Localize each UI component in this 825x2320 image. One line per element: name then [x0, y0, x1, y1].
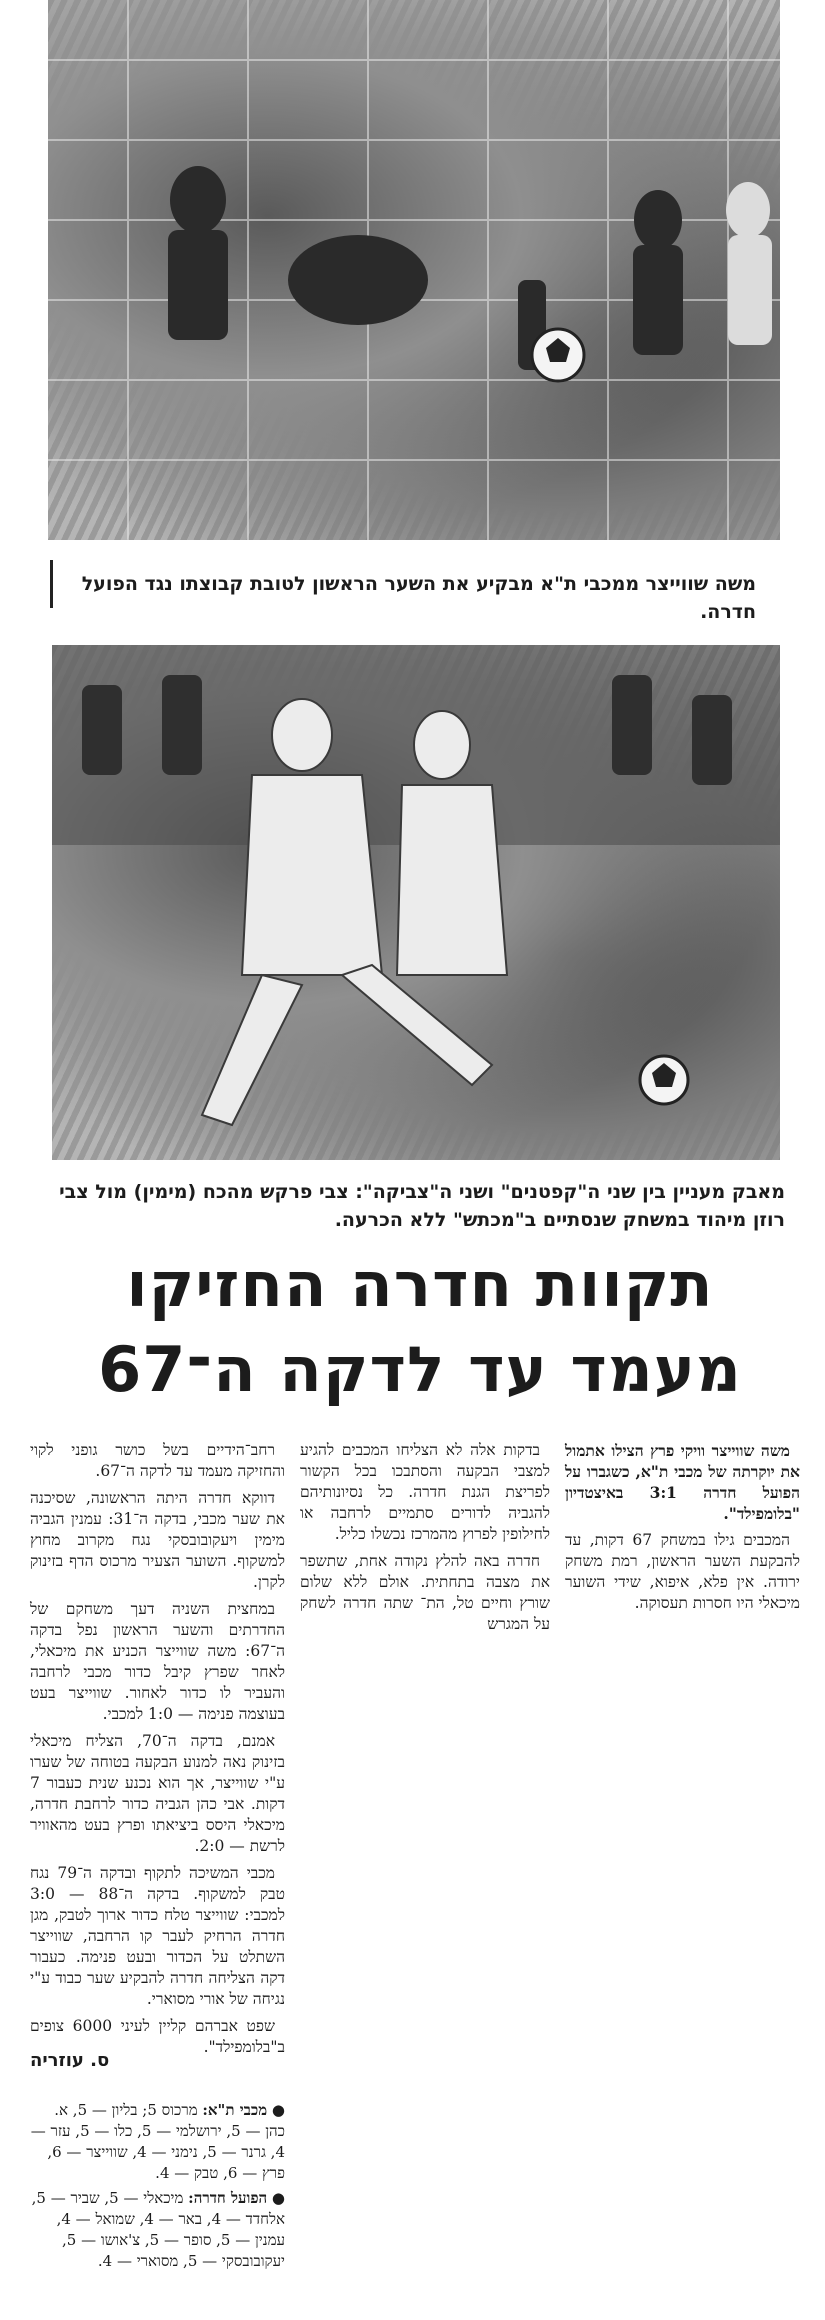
bullet-icon: ● — [267, 2189, 285, 2207]
team-name: מכבי ת"א: — [202, 2101, 268, 2119]
photo-illustration — [48, 0, 780, 540]
team-lineups — [30, 2100, 285, 2276]
article-paragraph: מכבי המשיכה לתקוף ובדקה ה־79 נגח טבק למשקוף. בדקה ה־88 — 3:0 למכבי: שווייצר טלח כדור ארוך לטבק, מגן חדרה הרחיק לעבר קו הרחבה, שווייצר השתלט על הכדור ובעט פנימה. כעבור דקה הצליחה חדרה להבקיע שער כבוד ע"י נגיחה של אורי מסוארי. — [30, 1864, 285, 2008]
byline: ס. עוזריה — [30, 2050, 110, 2071]
team-players: מיכאלי — 5, שביר — 5, אלחדד — 4, באר — 4, שמואל — 4, עמנין — 5, סופר — 5, צ'אושו — 5, יעקובובסקי — 5, מסוארי — 4. — [31, 2189, 285, 2270]
photo-caption-1: משה שווייצר ממכבי ת"א מבקיע את השער הראשון לטובת קבוצתו נגד הפועל חדרה. — [50, 560, 770, 608]
article-paragraph: במחצית השניה דעך משחקם של החדרתים והשער הראשון נפל בדקה ה־67: משה שווייצר הכניע את מיכאלי, לאחר שפרץ קיבל כדור מכבי לרחבה והעביר לו כדור לאחור. שווייצר בעט בעוצמה פנימה — 1:0 למכבי. — [30, 1600, 285, 1723]
match-photo-goal — [48, 0, 780, 540]
article-paragraph: בדקות אלה לא הצליחו המכבים להגיע למצבי הבקעה והסתבכו בכל הקשור לפריצת הגנת חדרה. כל נסיונותיהם להגביה לדורים סתמיים לרחבה או לחילופין לפרוץ מהמרכז נכשלו כליל. — [300, 1441, 550, 1543]
article-column-middle — [300, 1440, 550, 1641]
photo-caption-2: מאבק מעניין בין שני ה"קפטנים" ושני ה"צביקה": צבי פרקש מהכח (מימין) מול צבי רוזן מיהוד במשחק שנסתיים ב"מכתש" ללא הכרעה. — [59, 1181, 785, 1231]
article-paragraph: המכבים גילו במשחק 67 דקות, עד להבקעת השער הראשון, רמת משחק ירודה. אין פלא, איפוא, שידי השוער מיכאלי היו חסרות תעסוקה. — [565, 1531, 800, 1612]
article-paragraph: חדרה באה להלץ נקודה אחת, שתשפר את מצבה בתחתית. אולם ללא שלום שורץ וחיים טל, הת־ שתה חדרה לשחק על המגרש — [300, 1552, 550, 1633]
article-paragraph: משה שווייצר וויקי פרץ הצילו אתמול את יוקרתה של מכבי ת"א, כשגברו על הפועל חדרה 3:1 באיצטדיון "בלומפילד". — [565, 1441, 800, 1523]
bullet-icon: ● — [267, 2101, 285, 2119]
team-name: הפועל חדרה: — [188, 2189, 268, 2207]
headline-line-2: מעמד עד לדקה ה־67 — [98, 1333, 742, 1406]
article-column-right — [565, 1440, 800, 1620]
headline-line-1: תקוות חדרה החזיקו — [126, 1248, 714, 1321]
article-paragraph: שפט אברהם קליין לעיני 6000 צופים ב"בלומפילד". — [30, 2017, 285, 2056]
lineup-entry — [30, 2188, 285, 2272]
article-paragraph: רחב־הידיים בשל כושר גופני לקוי והחזיקה מעמד עד לדקה ה־67. — [30, 1441, 285, 1480]
team-players: מרכוס 5; בליון — 5, א. כהן — 5, ירושלמי — 5, כלו — 5, עזר — 4, גרנר — 5, נימני — 4, שווייצר — 6, פרץ — 6, טבק — 4. — [30, 2101, 285, 2182]
lineup-entry — [30, 2100, 285, 2184]
article-paragraph: דווקא חדרה היתה הראשונה, שסיכנה את שער מכבי, בדקה ה־31: עמנין הגביה מימין ויעקובובסקי נגח מקרוב מחוץ למשקוף. השוער הצעיר מרכוס הדף בזינוק לקרן. — [30, 1489, 285, 1591]
article-paragraph: אמנם, בדקה ה־70, הצליח מיכאלי בזינוק נאה למנוע הבקעה בטוחה של שערו ע"י שווייצר, אך הוא נכנע שנית כעבור 7 דקות. אבי כהן הגביה כדור לרחבת חדרה, מיכאלי היסס ביציאתו ופרץ בעט מהאוויר לרשת — 2:0. — [30, 1732, 285, 1855]
article-column-left — [30, 1440, 285, 2064]
match-photo-captains — [52, 645, 780, 1160]
photo-illustration — [52, 645, 780, 1160]
